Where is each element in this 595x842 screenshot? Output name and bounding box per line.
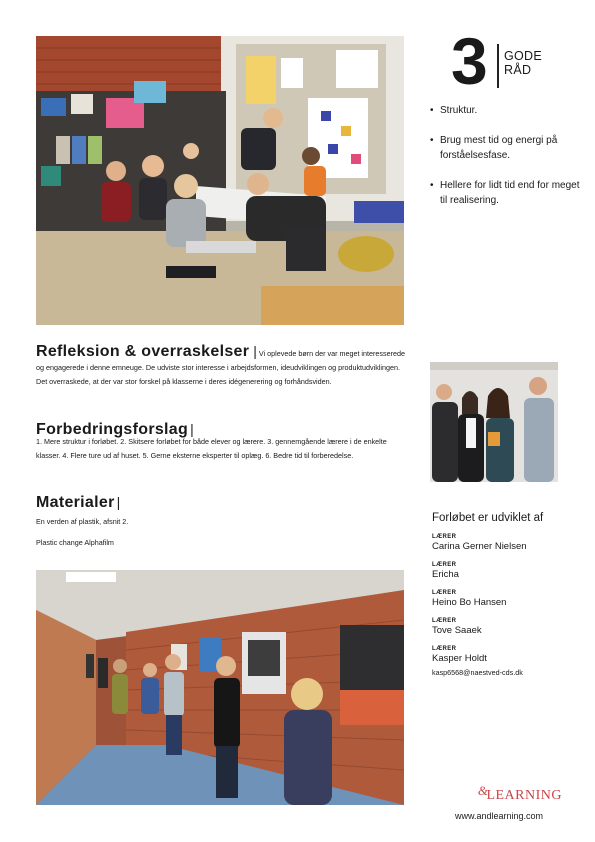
team-list	[432, 531, 582, 677]
tips-divider	[497, 44, 499, 88]
heading-separator: |	[116, 494, 121, 510]
logo-ampersand: &	[477, 783, 489, 798]
improvements-text: 1. Mere struktur i forløbet. 2. Skitsere forløbet for både elever og lærere. 3. gennemgående lærere i de enkelte klasser. 4. Flere ture ud af huset. 5. Gerne eksterne eksperter til oplæg. 6. Bedre tid til forberedelse.	[36, 437, 387, 460]
tips-list	[430, 103, 580, 223]
member-name: Carina Gerner Nielsen	[432, 541, 527, 552]
tip-text: Brug mest tid og energi på forståelsesfase.	[440, 135, 558, 161]
member-name: Ericha	[432, 569, 459, 580]
member-name: Kasper Holdt	[432, 653, 487, 664]
materials-item: Plastic change Alphafilm	[36, 538, 114, 547]
member-name: Tove Saaek	[432, 625, 482, 636]
tip-text: Hellere for lidt tid end for meget til realisering.	[440, 180, 580, 206]
member-role: LÆRER	[432, 562, 457, 568]
reflection-heading: Refleksion & overraskelser	[36, 343, 250, 360]
reflection-text: Vi oplevede børn der var meget interesserede og engagerede i denne emneuge. De udviste stor interesse i arbejdsformen, ideudviklingen og produktudviklingen. Det overraskede, at der var stor forskel på klasserne i deres idégenerering og forhåndsviden.	[36, 349, 405, 386]
tips-label-line2: RÅD	[504, 63, 532, 77]
materials-item: En verden af plastik, afsnit 2.	[36, 517, 129, 526]
team-member	[432, 645, 582, 665]
member-role: LÆRER	[432, 590, 457, 596]
bullet: •	[430, 135, 434, 146]
materials-heading: Materialer	[36, 494, 115, 511]
tip-item	[430, 178, 580, 208]
bullet: •	[430, 105, 434, 116]
reflection-section	[36, 343, 411, 389]
materials-header	[36, 494, 120, 512]
tips-label-line1: GODE	[504, 49, 543, 63]
team-photo	[430, 362, 558, 482]
contact-email[interactable]: kasp6568@naestved-cds.dk	[432, 668, 523, 677]
team-member	[432, 589, 582, 609]
andlearning-logo	[470, 783, 562, 804]
heading-separator: |	[253, 343, 257, 359]
tip-item	[430, 103, 580, 118]
logo-text: LEARNING	[486, 788, 562, 803]
member-name: Heino Bo Hansen	[432, 597, 507, 608]
hallway-exhibition-photo	[36, 570, 404, 805]
developed-by-heading: Forløbet er udviklet af	[432, 512, 544, 524]
team-member	[432, 561, 582, 581]
tip-item	[430, 133, 580, 163]
team-member	[432, 617, 582, 637]
website-link[interactable]: www.andlearning.com	[455, 811, 544, 821]
member-role: LÆRER	[432, 534, 457, 540]
improvements-heading: Forbedringsforslag	[36, 421, 189, 438]
tip-text: Struktur.	[440, 105, 478, 116]
member-role: LÆRER	[432, 618, 457, 624]
member-role: LÆRER	[432, 646, 457, 652]
team-member	[432, 533, 582, 553]
tips-number: 3	[451, 24, 486, 98]
classroom-photo	[36, 36, 404, 325]
tips-label	[504, 49, 542, 77]
heading-separator: |	[190, 421, 194, 437]
bullet: •	[430, 180, 434, 191]
